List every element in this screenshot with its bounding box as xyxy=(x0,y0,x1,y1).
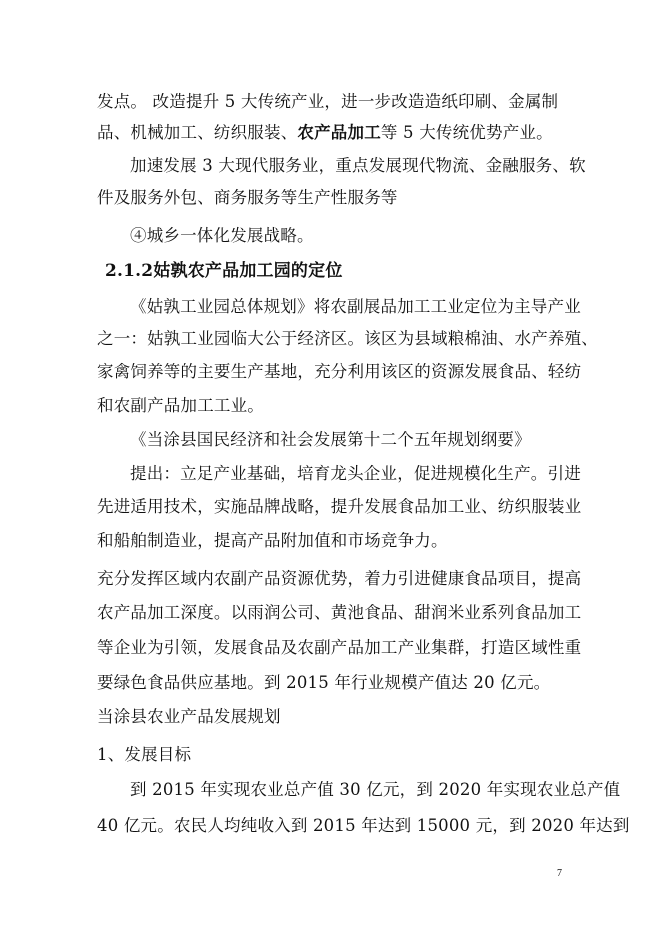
text-line-18: 要绿色食品供应基地。到 2015 年行业规模产值达 20 亿元。 xyxy=(97,673,551,692)
text-line-21: 到 2015 年实现农业总产值 30 亿元，到 2020 年实现农业总产值 xyxy=(130,780,621,799)
text-line-17: 等企业为引领，发展食品及农副产品加工产业集群，打造区域性重 xyxy=(97,638,582,657)
text-line-15: 充分发挥区域内农副产品资源优势，着力引进健康食品项目，提高 xyxy=(97,569,582,588)
text-line-3: 加速发展 3 大现代服务业，重点发展现代物流、金融服务、软 xyxy=(130,156,586,175)
text-line-19: 当涂县农业产品发展规划 xyxy=(97,707,281,726)
text-line-1: 发点。 改造提升 5 大传统产业，进一步改造造纸印刷、金属制 xyxy=(97,92,559,111)
text-line-4: 件及服务外包、商务服务等生产性服务等 xyxy=(97,188,398,207)
text-line-7: 《姑孰工业园总体规划》将农副展品加工工业定位为主导产业 xyxy=(130,297,581,316)
text-line-11: 《当涂县国民经济和社会发展第十二个五年规划纲要》 xyxy=(130,430,531,449)
page-number: 7 xyxy=(557,868,562,879)
bold-term: 农产品加工 xyxy=(297,123,381,142)
text-line-9: 家禽饲养等的主要生产基地，充分利用该区的资源发展食品、轻纺 xyxy=(97,362,582,381)
text-line-20: 1、发展目标 xyxy=(97,745,192,764)
text-line-13: 先进适用技术，实施品牌战略，提升发展食品加工业、纺织服装业 xyxy=(97,497,582,516)
text-line-8: 之一：姑孰工业园临大公于经济区。该区为县域粮棉油、水产养殖、 xyxy=(97,329,598,348)
section-heading: 2.1.2姑孰农产品加工园的定位 xyxy=(105,261,343,281)
text-line-22: 40 亿元。农民人均纯收入到 2015 年达到 15000 元，到 2020 年达到 xyxy=(97,816,630,835)
text-line-14: 和船舶制造业，提高产品附加值和市场竞争力。 xyxy=(97,531,448,550)
text-line-16: 农产品加工深度。以雨润公司、黄池食品、甜润米业系列食品加工 xyxy=(97,603,582,622)
text-line-12: 提出：立足产业基础，培育龙头企业，促进规模化生产。引进 xyxy=(130,464,581,483)
text-line-2: 品、机械加工、纺织服装、农产品加工等 5 大传统优势产业。 xyxy=(97,123,553,142)
text-line-5: ④城乡一体化发展战略。 xyxy=(130,226,314,245)
text-line-10: 和农副产品加工工业。 xyxy=(97,396,264,415)
